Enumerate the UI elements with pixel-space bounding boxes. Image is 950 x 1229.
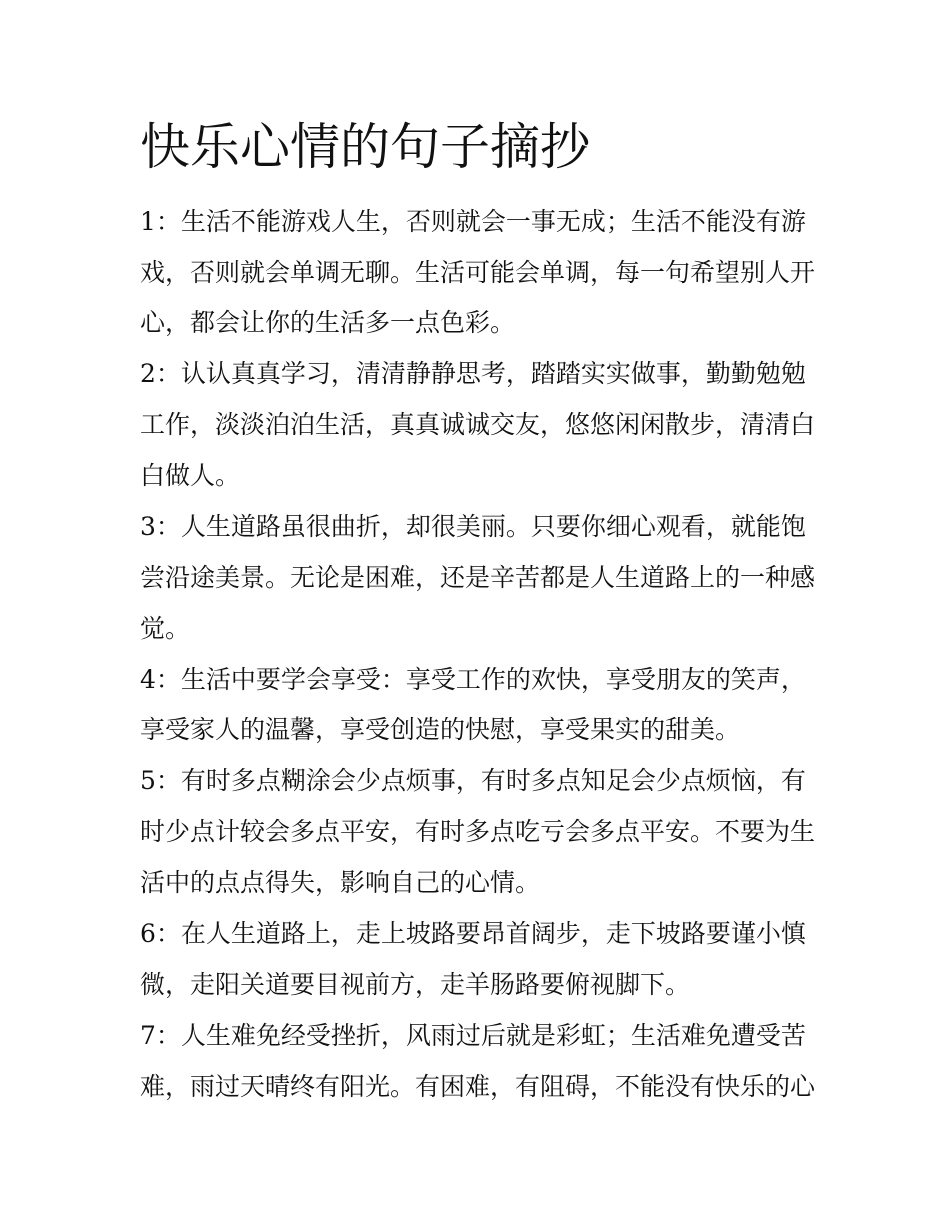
text-line: 7：人生难免经受挫折，风雨过后就是彩虹；生活难免遭受苦	[140, 1021, 806, 1050]
text-line: 微，走阳关道要目视前方，走羊肠路要俯视脚下。	[140, 970, 691, 999]
text-line: 尝沿途美景。无论是困难，还是辛苦都是人生道路上的一种感	[140, 563, 816, 592]
text-line: 3：人生道路虽很曲折，却很美丽。只要你细心观看，就能饱	[140, 512, 806, 541]
text-line: 觉。	[140, 614, 191, 643]
text-line: 享受家人的温馨，享受创造的快慰，享受果实的甜美。	[140, 715, 741, 744]
text-line: 1：生活不能游戏人生，否则就会一事无成；生活不能没有游	[140, 207, 806, 236]
text-line: 白做人。	[140, 461, 241, 490]
text-line: 难，雨过天晴终有阳光。有困难，有阻碍，不能没有快乐的心	[140, 1072, 816, 1101]
text-line: 2：认认真真学习，清清静静思考，踏踏实实做事，勤勤勉勉	[140, 359, 806, 388]
text-line: 4：生活中要学会享受：享受工作的欢快，享受朋友的笑声，	[140, 665, 806, 694]
text-line: 6：在人生道路上，走上坡路要昂首阔步，走下坡路要谨小慎	[140, 919, 806, 948]
text-line: 心，都会让你的生活多一点色彩。	[140, 308, 516, 337]
page-title: 快乐心情的句子摘抄	[140, 118, 590, 176]
text-line: 5：有时多点糊涂会少点烦事，有时多点知足会少点烦恼，有	[140, 766, 806, 795]
text-line: 工作，淡淡泊泊生活，真真诚诚交友，悠悠闲闲散步，清清白	[140, 410, 816, 439]
text-line: 戏，否则就会单调无聊。生活可能会单调，每一句希望别人开	[140, 258, 816, 287]
text-line: 时少点计较会多点平安，有时多点吃亏会多点平安。不要为生	[140, 817, 816, 846]
text-line: 活中的点点得失，影响自己的心情。	[140, 868, 541, 897]
